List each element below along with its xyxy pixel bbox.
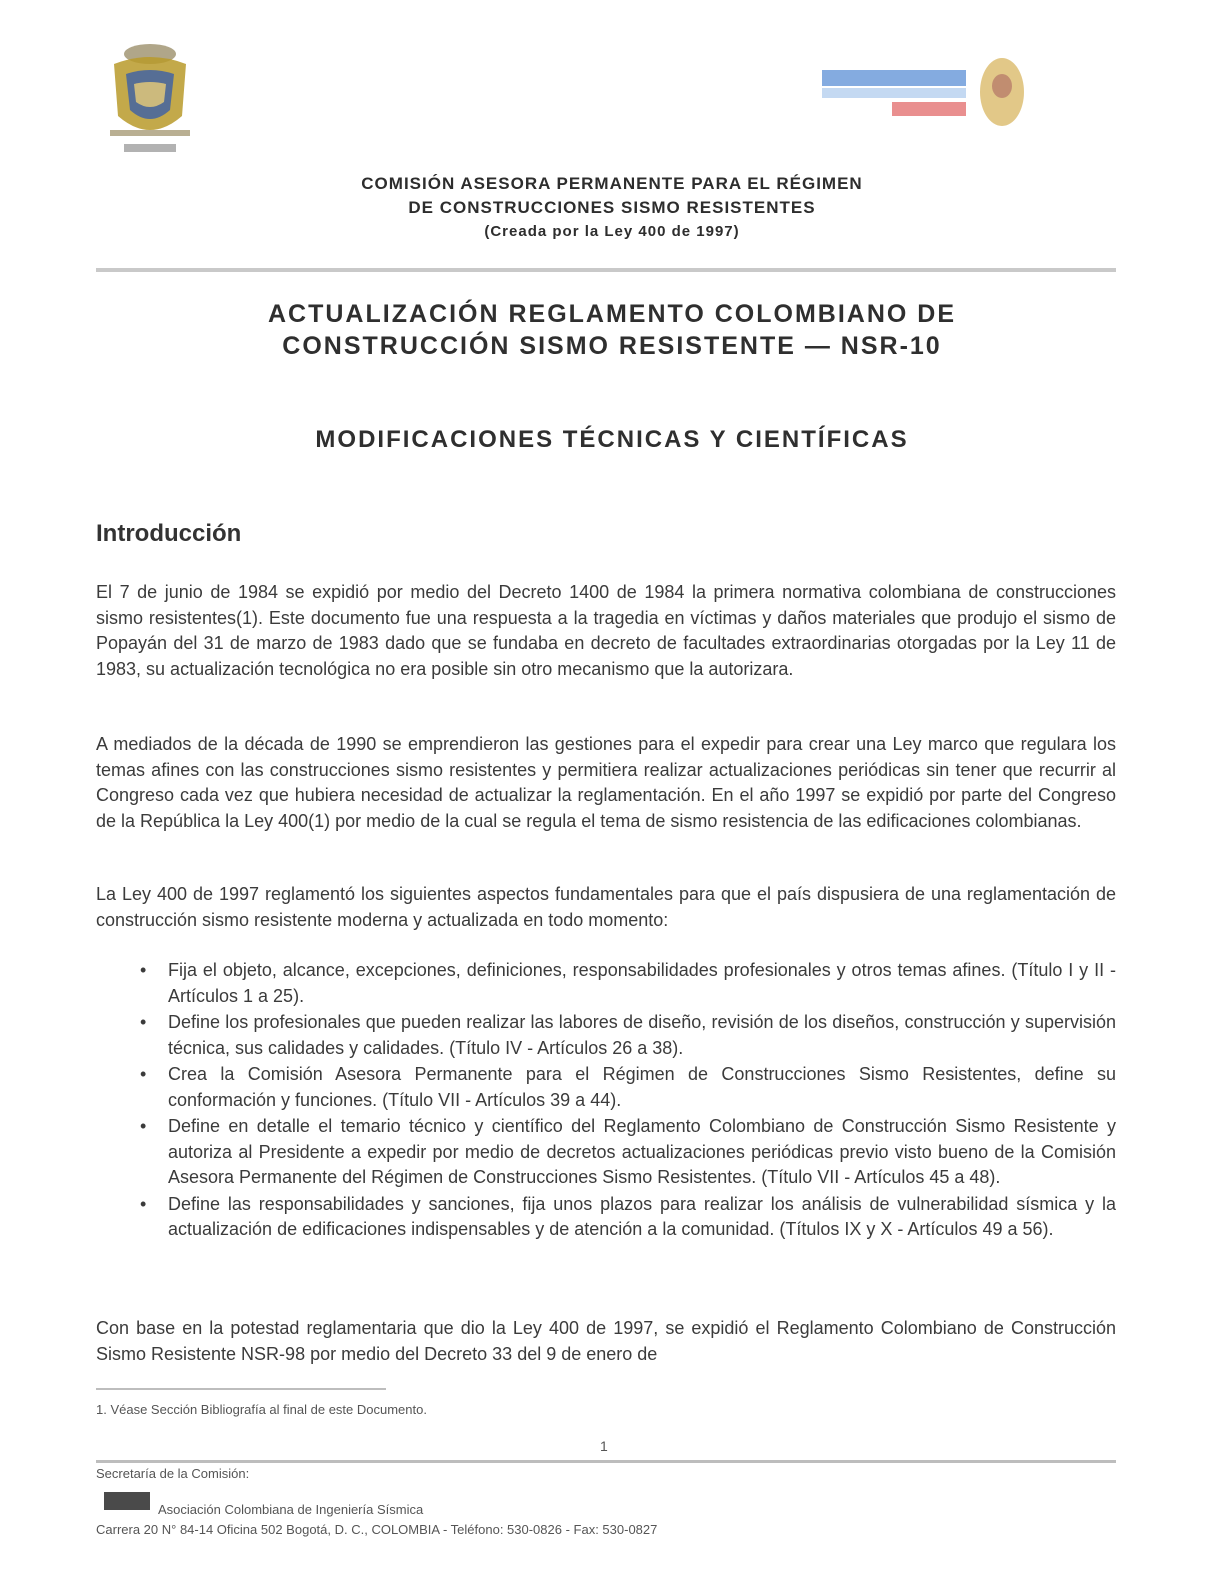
header-line-1: COMISIÓN ASESORA PERMANENTE PARA EL RÉGIMEN	[361, 174, 863, 193]
list-item-text: Crea la Comisión Asesora Permanente para el Régimen de Construcciones Sismo Resistentes, define su conformación y funciones. (Título VII - Artículos 39 a 44).	[168, 1064, 1116, 1110]
ministry-logo	[822, 52, 1034, 132]
list-item-text: Define los profesionales que pueden realizar las labores de diseño, revisión de los diseños, construcción y supervisión técnica, sus calidades y calidades. (Título IV - Artículos 26 a 38).	[168, 1012, 1116, 1058]
list-item	[96, 1010, 1116, 1061]
header-divider	[96, 268, 1116, 272]
document-subtitle: MODIFICACIONES TÉCNICAS Y CIENTÍFICAS	[315, 426, 909, 453]
list-item	[96, 958, 1116, 1009]
coat-of-arms-logo	[104, 40, 196, 158]
bullet-icon: •	[140, 1193, 147, 1214]
list-item-text: Fija el objeto, alcance, excepciones, definiciones, responsabilidades profesionales y otros temas afines. (Título I y II - Artículos 1 a 25).	[168, 960, 1116, 1006]
footnote: 1. Véase Sección Bibliografía al final de este Documento.	[96, 1402, 427, 1417]
section-heading: Introducción	[96, 520, 242, 547]
commission-header	[120, 172, 1104, 244]
bullet-icon: •	[140, 1012, 147, 1032]
list-item	[96, 1192, 1116, 1243]
bullet-icon: •	[140, 960, 147, 980]
paragraph-2: A mediados de la década de 1990 se emprendieron las gestiones para el expedir para crear una Ley marco que regulara los temas afines con las construcciones sismo resistentes y permitiera realizar actualizaciones periódicas sin tener que recurrir al Congreso cada vez que hubiera necesidad de actualizar la reglamentación. En el año 1997 se expidió por parte del Congreso de la República la Ley 400(1) por medio de la cual se regula el tema de sismo resistencia de las edificaciones colombianas.	[96, 734, 1116, 831]
footer-divider	[96, 1460, 1116, 1463]
paragraph-4: Con base en la potestad reglamentaria que dio la Ley 400 de 1997, se expidió el Reglamento Colombiano de Construcción Sismo Resistente NSR-98 por medio del Decreto 33 del 9 de enero de	[96, 1318, 1116, 1364]
title-line-2: CONSTRUCCIÓN SISMO RESISTENTE — NSR-10	[282, 332, 942, 360]
bullet-icon: •	[140, 1064, 147, 1084]
footer-address: Carrera 20 N° 84-14 Oficina 502 Bogotá, D. C., COLOMBIA - Teléfono: 530-0826 - Fax: 530-0827	[96, 1522, 658, 1537]
ais-logo-icon	[104, 1492, 150, 1510]
title-line-1: ACTUALIZACIÓN REGLAMENTO COLOMBIANO DE	[267, 300, 956, 328]
paragraph-3: La Ley 400 de 1997 reglamentó los siguientes aspectos fundamentales para que el país dispusiera de una reglamentación de construcción sismo resistente moderna y actualizada en todo momento:	[96, 884, 1116, 930]
page-number: 1	[600, 1438, 608, 1454]
bullet-list	[96, 958, 1116, 1244]
header-line-3: (Creada por la Ley 400 de 1997)	[484, 223, 740, 240]
list-item-text: Define las responsabilidades y sanciones, fija unos plazos para realizar los análisis de vulnerabilidad sísmica y la actualización de edificaciones indispensables y de atención a la comunidad. (Títulos IX y X - Artículos 49 a 56).	[168, 1193, 1116, 1239]
list-item-text: Define en detalle el temario técnico y científico del Reglamento Colombiano de Construcción Sismo Resistente y autoriza al Presidente a expedir por medio de decretos actualizaciones periódicas previo visto bueno de la Comisión Asesora Permanente del Régimen de Construcciones Sismo Resistentes. (Título VII - Artículos 45 a 48).	[168, 1116, 1116, 1187]
paragraph-1: El 7 de junio de 1984 se expidió por medio del Decreto 1400 de 1984 la primera normativa colombiana de construcciones sismo resistentes(1). Este documento fue una respuesta a la tragedia en víctimas y daños materiales que produjo el sismo de Popayán del 31 de marzo de 1983 dado que se fundaba en decreto de facultades extraordinarias otorgadas por la Ley 11 de 1983, su actualización tecnológica no era posible sin otro mecanismo que la autorizara.	[96, 582, 1116, 679]
footer-organization: Asociación Colombiana de Ingeniería Sísmica	[158, 1502, 424, 1517]
bullet-icon: •	[140, 1116, 147, 1136]
list-item	[96, 1114, 1116, 1191]
footer-secretariat: Secretaría de la Comisión:	[96, 1466, 250, 1481]
list-item	[96, 1062, 1116, 1113]
footnote-divider	[96, 1388, 386, 1390]
document-title	[120, 298, 1104, 362]
header-line-2: DE CONSTRUCCIONES SISMO RESISTENTES	[408, 198, 816, 217]
